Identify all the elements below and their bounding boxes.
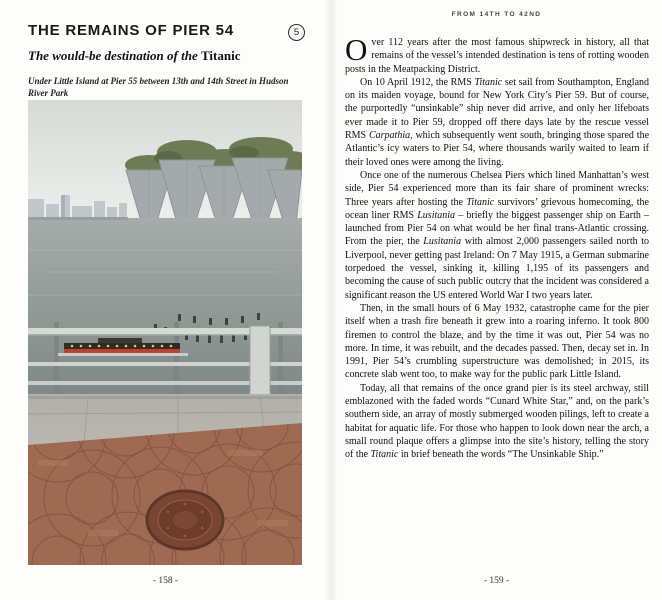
chapter-title: THE REMAINS OF PIER 54 bbox=[28, 22, 234, 39]
drop-cap: O bbox=[345, 32, 368, 67]
subtitle-text: The would-be destination of the bbox=[28, 48, 201, 63]
paragraph: Today, all that remains of the once grand pier is its steel archway, still emblazoned with the faded words “Cunard White Star,” and, on the park’s southern side, an array of mostly submerged wooden pilings, left to create a habitat for aquatic life. For those who happen to look down near the arch, a small round plaque offers a glimpse into the site’s history, telling the story of the Titanic in brief beneath the words “The Unsinkable Ship.” bbox=[345, 382, 649, 461]
running-header: FROM 14TH TO 42ND bbox=[451, 11, 542, 18]
subtitle-ship-name: Titanic bbox=[200, 48, 241, 63]
little-island-photo bbox=[28, 100, 302, 565]
right-page bbox=[331, 0, 662, 600]
photo-illustration bbox=[28, 100, 302, 565]
unsinkable-ship-plaque bbox=[147, 491, 223, 549]
chapter-subtitle bbox=[28, 48, 240, 64]
paragraph: Then, in the small hours of 6 May 1932, catastrophe came for the pier itself when a trash fire beneath it grew into a roaring inferno. It took 800 firemen to control the blaze, and by the time it was out, Pier 54 was no more. In time, it was rebuilt, and the decades passed. Then, decay set in. In 1991, Pier 54’s crumbling superstructure was demolished; in 2015, its concrete slab went too, to make way for the public park Little Island. bbox=[345, 302, 649, 381]
horizon-line bbox=[28, 217, 128, 220]
paragraph: Over 112 years after the most famous shipwreck in history, all that remains of the vessel’s intended destination is tens of rotting wooden posts in the Meatpacking District. bbox=[345, 32, 649, 75]
left-page-number: - 158 - bbox=[152, 576, 179, 586]
chapter-number-badge: 5 bbox=[288, 24, 305, 41]
right-page-number: - 159 - bbox=[483, 576, 510, 586]
paragraph: Once one of the numerous Chelsea Piers which lined Manhattan’s west side, Pier 54 experienced more than its fair share of prominent wrecks: Three years after hosting the Titanic survivors’ grievous homecoming, the ocean liner RMS Lusitania – briefly the biggest passenger ship on Earth – launched from Pier 54 on what would be her final trans-Atlantic crossing. From the pier, the Lusitania with almost 2,000 passengers sailed north to Liverpool, never getting past Ireland: On 7 May 1915, a German submarine torpedoed the vessel, sinking it, killing 1,195 of its passengers and becoming the cause of such public outcry that the incident was considered a significant reason the US entered World War I two years later. bbox=[345, 169, 650, 301]
skyline-shadow bbox=[61, 195, 65, 220]
photo-caption: Under Little Island at Pier 55 between 13th and 14th Street in Hudson River Park bbox=[28, 76, 289, 99]
page-gutter bbox=[324, 0, 338, 600]
article-paragraphs bbox=[345, 32, 650, 462]
fence-shadow bbox=[28, 396, 302, 399]
paragraph: On 10 April 1912, the RMS Titanic set sail from Southampton, England on its maiden voyage, bound for New York City’s Pier 59. But of course, the purportedly “unsinkable” ship never did arrive, and only her lifeboats ever made it to Pier 59, dropped off there days late by the rescue vessel RMS Carpathia, which subsequently went south, bringing those spared the Atlantic’s icy waters to Pier 54, where thousands warily waited to learn if their loved ones were among the living. bbox=[345, 76, 650, 168]
